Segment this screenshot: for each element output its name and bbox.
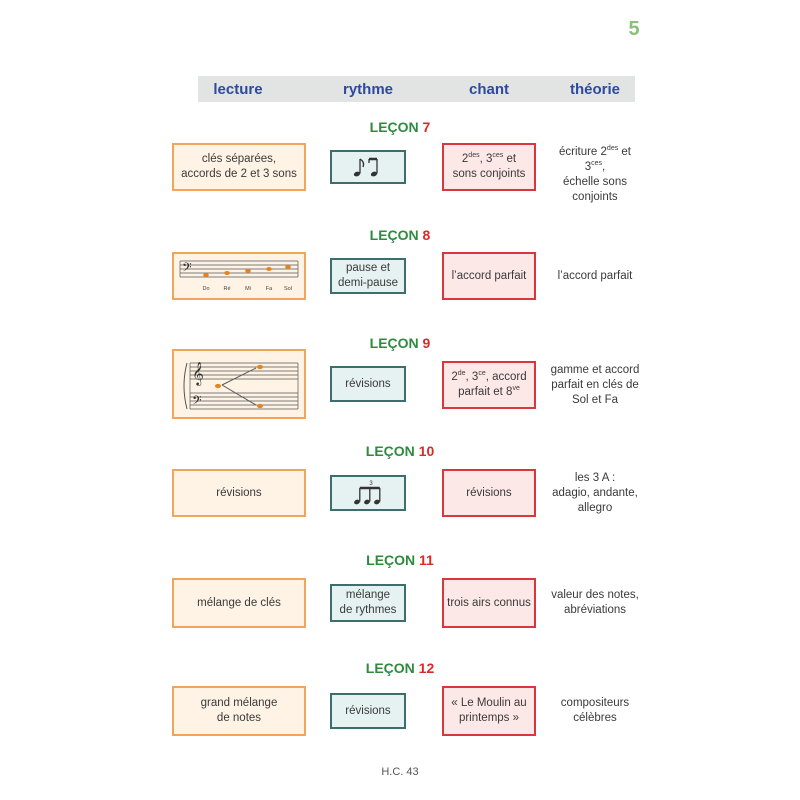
- chant-line: sons conjoints: [452, 168, 526, 180]
- lesson-9-chant-box: [442, 361, 536, 409]
- rythme-line: demi-pause: [337, 277, 399, 289]
- lesson-12-rythme-box: [330, 693, 406, 729]
- footer-code: H.C. 43: [381, 766, 419, 778]
- lesson-11-theorie: [548, 588, 642, 618]
- header-lecture: lecture: [213, 81, 263, 98]
- lesson-8-lecture-box: [172, 252, 306, 300]
- theorie-line: gamme et accord: [550, 364, 640, 376]
- lesson-12-lecture-box: [172, 686, 306, 736]
- lecture-line: de notes: [216, 712, 262, 724]
- rythme-text: révisions: [345, 377, 391, 390]
- theorie-line: les 3 A :: [574, 472, 616, 484]
- lesson-7-lecture-box: [172, 143, 306, 191]
- theorie-line: abréviations: [563, 604, 626, 616]
- lesson-word: LEÇON: [369, 119, 419, 135]
- lesson-word: LEÇON: [366, 552, 416, 568]
- lesson-12-chant-box: [442, 686, 536, 736]
- lesson-8-theorie: [548, 269, 642, 284]
- theorie-line: échelle sons: [563, 176, 627, 188]
- theorie-line: valeur des notes,: [551, 589, 639, 601]
- eighth-note-pair-icon: [348, 155, 388, 179]
- rythme-text: révisions: [345, 704, 391, 717]
- theorie-line: célèbres: [573, 712, 617, 724]
- lesson-7-theorie: [548, 145, 642, 205]
- svg-text:𝄢: 𝄢: [182, 260, 192, 278]
- lesson-number: 12: [418, 660, 435, 676]
- column-header-bar: [198, 76, 635, 102]
- note-label: Sol: [284, 286, 292, 292]
- chant-text: trois airs connus: [447, 596, 531, 609]
- triplet-icon: [348, 479, 388, 507]
- lesson-number: 8: [422, 227, 431, 243]
- lesson-12-theorie: [548, 696, 642, 726]
- rythme-line: pause et: [345, 262, 391, 274]
- theorie-line: l’accord parfait: [557, 270, 633, 282]
- lesson-8-rythme-box: [330, 258, 406, 294]
- lesson-word: LEÇON: [369, 335, 419, 351]
- lesson-9-lecture-box: [172, 349, 306, 419]
- chant-line: « Le Moulin au: [451, 697, 527, 709]
- lesson-11-rythme-box: [330, 584, 406, 622]
- lesson-7-title: [300, 117, 500, 137]
- lecture-line: clés séparées,: [201, 153, 277, 165]
- lecture-text: mélange de clés: [197, 596, 281, 609]
- note-label: Ré: [223, 286, 231, 292]
- bass-staff-icon: [176, 255, 302, 297]
- chant-line: 2de, $3^{ce}$, accord: [451, 370, 527, 383]
- lesson-8-chant-box: [442, 252, 536, 300]
- header-chant: chant: [468, 81, 509, 98]
- lecture-line: grand mélange: [200, 697, 278, 709]
- lesson-word: LEÇON: [365, 660, 415, 676]
- theorie-line: parfait en clés de: [551, 379, 639, 391]
- theorie-line: compositeurs: [560, 697, 630, 709]
- lesson-7-chant-box: [442, 143, 536, 191]
- lesson-number: 9: [422, 335, 431, 351]
- note-label: Do: [202, 286, 210, 292]
- theorie-line: Sol et Fa: [571, 394, 619, 406]
- lesson-10-rythme-box: [330, 475, 406, 511]
- note-label: Mi: [245, 286, 251, 292]
- lesson-7-rythme-box: [330, 150, 406, 184]
- svg-text:𝄢: 𝄢: [192, 393, 202, 411]
- lesson-number: 10: [418, 443, 435, 459]
- lesson-10-theorie: [548, 471, 642, 516]
- page-number: 5: [628, 18, 640, 40]
- lecture-line: accords de 2 et 3 sons: [181, 168, 297, 180]
- lesson-11-title: [300, 550, 500, 570]
- lesson-10-lecture-box: [172, 469, 306, 517]
- lesson-9-title: [300, 333, 500, 353]
- lesson-9-theorie: [548, 363, 642, 408]
- rythme-line: mélange: [345, 589, 391, 601]
- svg-text:𝄞: 𝄞: [192, 361, 204, 385]
- lesson-11-chant-box: [442, 578, 536, 628]
- lesson-word: LEÇON: [369, 227, 419, 243]
- chant-text: l’accord parfait: [451, 269, 527, 282]
- lesson-word: LEÇON: [365, 443, 415, 459]
- rythme-line: de rythmes: [339, 604, 397, 616]
- theorie-line: adagio, andante,: [552, 487, 638, 499]
- lesson-10-title: [300, 441, 500, 461]
- lesson-number: 7: [422, 119, 431, 135]
- chant-line: parfait et $8^{ve}$: [458, 385, 520, 398]
- lesson-11-lecture-box: [172, 578, 306, 628]
- header-theorie: théorie: [569, 81, 620, 98]
- lesson-number: 11: [419, 552, 434, 568]
- chant-text: révisions: [466, 486, 512, 499]
- note-label: Fa: [265, 286, 273, 292]
- lesson-10-chant-box: [442, 469, 536, 517]
- lesson-8-title: [300, 225, 500, 245]
- theorie-line: allegro: [577, 502, 613, 514]
- lecture-text: révisions: [216, 486, 262, 499]
- theorie-line: conjoints: [572, 191, 618, 203]
- triplet-label: 3: [369, 481, 373, 487]
- header-rythme: rythme: [342, 81, 394, 98]
- lesson-9-rythme-box: [330, 366, 406, 402]
- lesson-12-title: [300, 658, 500, 678]
- chant-line: printemps »: [458, 712, 520, 724]
- grand-staff-icon: [176, 353, 302, 415]
- theorie-line: écriture $2^{des}$ et $3^{ces}$,: [558, 145, 632, 173]
- chant-line: $2^{des}$, $3^{ces}$ et: [461, 152, 517, 165]
